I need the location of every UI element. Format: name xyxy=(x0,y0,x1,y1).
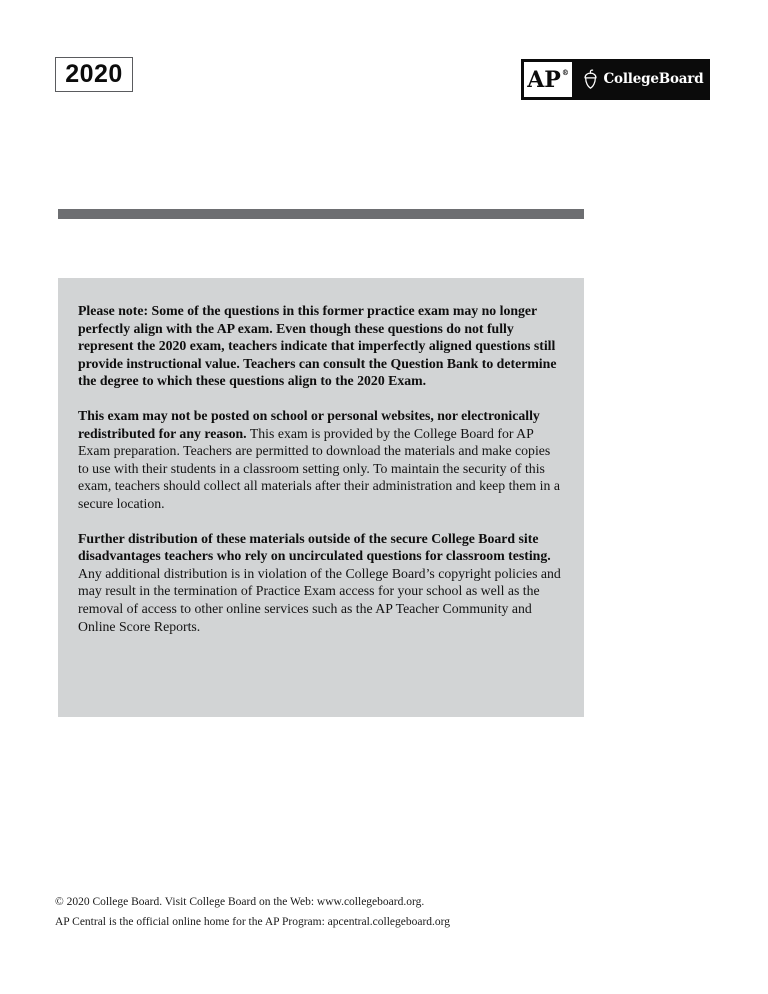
ap-logo xyxy=(521,59,575,100)
year-box xyxy=(55,57,133,92)
ap-logo-label: AP xyxy=(527,66,561,93)
notice-paragraph-further-distribution-regular: Any additional distribution is in violation of the College Board’s copyright policies and may result in the termination of Practice Exam access for your school as well as the removal of access to other online services such as the AP Teacher Community and Online Score Reports. xyxy=(78,565,561,634)
notice-paragraph-further-distribution-bold: Further distribution of these materials outside of the secure College Board site disadvantages teachers who rely on uncirculated questions for classroom testing. xyxy=(78,530,551,564)
acorn-icon xyxy=(582,69,599,90)
page-footer xyxy=(55,892,450,932)
footer-apcentral-line: AP Central is the official online home for the AP Program: apcentral.collegeboard.org xyxy=(55,916,451,928)
collegeboard-logo xyxy=(575,59,710,100)
divider-bar xyxy=(58,209,584,219)
notice-paragraph-distribution xyxy=(78,407,564,513)
year-label: 2020 xyxy=(65,60,123,88)
footer-copyright-line: © 2020 College Board. Visit College Board on the Web: www.collegeboard.org. xyxy=(55,896,425,908)
notice-box xyxy=(58,278,584,717)
notice-paragraph-alignment xyxy=(78,302,564,390)
ap-collegeboard-logo xyxy=(521,59,710,100)
notice-paragraph-distribution-regular: This exam is provided by the College Board for AP Exam preparation. Teachers are permitted to download the materials and make copies to use with their students in a classroom setting only. To maintain the security of this exam, teachers should collect all materials after their administration and keep them in a secure location. xyxy=(78,425,560,511)
registered-trademark-symbol: ® xyxy=(561,68,569,77)
collegeboard-logo-label: CollegeBoard xyxy=(603,70,704,87)
notice-paragraph-alignment-bold: Please note: Some of the questions in this former practice exam may no longer perfectly align with the AP exam. Even though these questions do not fully represent the 2020 exam, teachers indicate that imperfectly aligned questions still provide instructional value. Teachers can consult the Question Bank to determine the degree to which these questions align to the 2020 Exam. xyxy=(78,303,557,389)
notice-paragraph-further-distribution xyxy=(78,530,564,636)
notice-paragraph-distribution-bold: This exam may not be posted on school or personal websites, nor electronically redistributed for any reason. xyxy=(78,407,540,441)
